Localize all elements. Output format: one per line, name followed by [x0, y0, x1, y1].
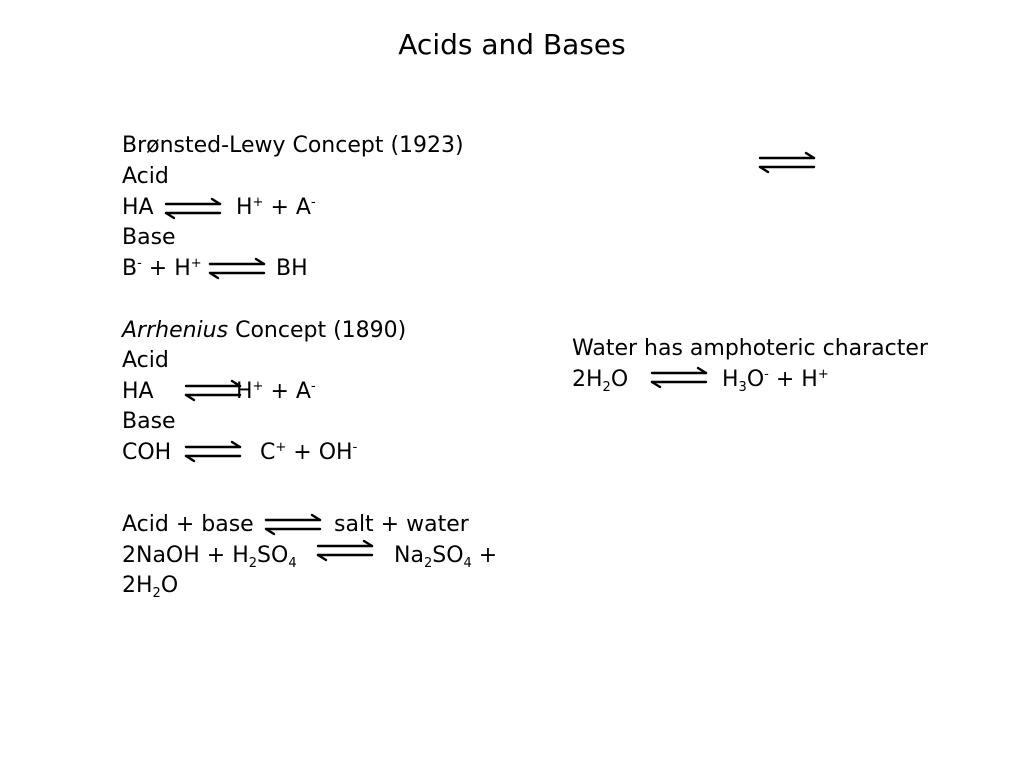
equilibrium-arrow-icon: [262, 514, 324, 536]
equilibrium-arrow-icon: [182, 380, 244, 402]
equilibrium-arrow-icon: [756, 152, 818, 174]
slide-title: Acids and Bases: [398, 28, 626, 61]
neutralization-line1-right: salt + water: [334, 512, 469, 537]
arrhenius-base-products: C+ + OH-: [260, 440, 358, 465]
equilibrium-arrow-icon: [162, 198, 224, 220]
neutralization-line3: $2H_2O$: [122, 573, 179, 601]
bronsted-acid-left: HA: [122, 195, 154, 220]
equilibrium-arrow-icon: [648, 367, 710, 389]
arrhenius-base-label: Base: [122, 409, 176, 434]
bronsted-base-reactants: B- + H+: [122, 256, 202, 281]
water-heading: Water has amphoteric character: [572, 336, 928, 361]
bronsted-heading: Brønsted-Lewy Concept (1923): [122, 133, 464, 158]
equilibrium-arrow-icon: [314, 540, 376, 562]
equilibrium-arrow-icon: [206, 258, 268, 280]
arrhenius-base-left: COH: [122, 440, 172, 465]
water-right: $H_3O^- + H^+$: [722, 367, 829, 395]
arrhenius-acid-products: H+ + A-: [236, 379, 316, 404]
arrhenius-acid-label: Acid: [122, 348, 169, 373]
arrhenius-acid-left: HA: [122, 379, 154, 404]
neutralization-line1-left: Acid + base: [122, 512, 254, 537]
bronsted-acid-products: H+ + A-: [236, 195, 316, 220]
arrhenius-heading: Arrhenius Concept (1890): [122, 318, 407, 343]
bronsted-base-product: BH: [276, 256, 308, 281]
neutralization-line2-right: $Na_2SO_4$ +: [394, 543, 498, 571]
bronsted-acid-label: Acid: [122, 164, 169, 189]
neutralization-line2-left: 2NaOH + $H_2SO_4$: [122, 543, 297, 571]
water-left: $2H_2O$: [572, 367, 629, 395]
bronsted-base-label: Base: [122, 225, 176, 250]
equilibrium-arrow-icon: [182, 441, 244, 463]
